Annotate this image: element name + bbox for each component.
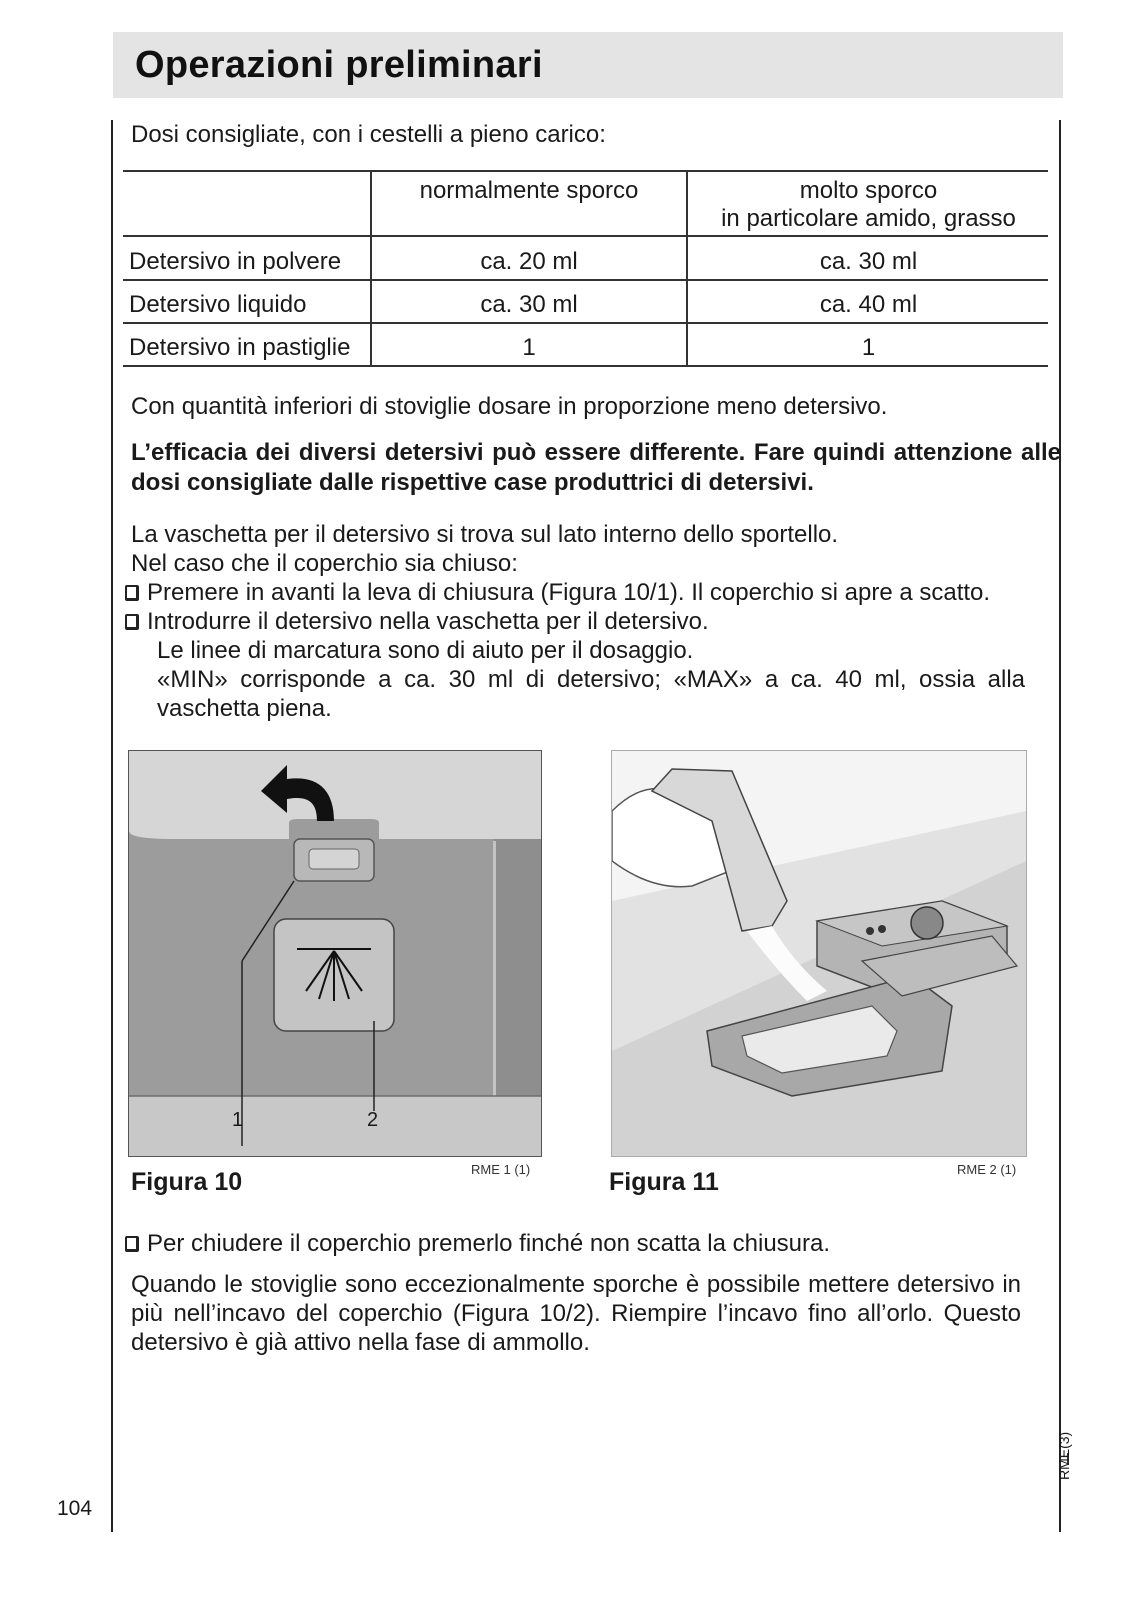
callout-2: 2 (367, 1109, 379, 1131)
side-code: RME(3) (1056, 1431, 1072, 1480)
checkbox-bullet-icon (125, 1236, 139, 1252)
cell-liquid-heavy: ca. 40 ml (819, 291, 918, 318)
table-rule (123, 322, 1048, 324)
row-label-tablets: Detersivo in pastiglie (129, 334, 351, 361)
cell-powder-normal: ca. 20 ml (480, 248, 578, 275)
step-open-lid-text: Premere in avanti la leva di chiusura (Figura 10/1). Il coperchio si apre a scatto. (147, 579, 991, 606)
row-label-powder: Detersivo in polvere (129, 248, 342, 275)
cell-powder-heavy: ca. 30 ml (819, 248, 918, 275)
instruction-line-2: Nel caso che il coperchio sia chiuso: (131, 550, 518, 577)
page-title: Operazioni preliminari (135, 44, 543, 86)
extra-detergent-text: Quando le stoviglie sono eccezionalmente sporche è possibile mettere detersivo in più nell’incavo del coperchio (Figura 10/2). Riempire l’incavo fino all’orlo. Questo detersivo è già attivo nella fase di ammollo. (131, 1271, 1021, 1356)
page-number: 104 (57, 1497, 93, 1520)
column-header-heavy-sub: in particolare amido, grasso (721, 205, 1016, 232)
table-rule (123, 170, 1048, 172)
figure-10-illustration (128, 750, 542, 1157)
table-rule (123, 235, 1048, 237)
detergent-pouring-drawing (612, 751, 1026, 1156)
table-rule (123, 365, 1048, 367)
instruction-line-1: La vaschetta per il detersivo si trova sul lato interno dello sportello. (131, 521, 839, 548)
reduced-load-text: Con quantità inferiori di stoviglie dosare in proporzione meno detersivo. (131, 393, 888, 420)
cell-tablets-normal: 1 (522, 334, 536, 361)
row-label-liquid: Detersivo liquido (129, 291, 307, 318)
intro-text: Dosi consigliate, con i cestelli a pieno carico: (131, 121, 606, 148)
figure-11-illustration (611, 750, 1027, 1157)
table-column-rule (686, 170, 688, 365)
dosage-table (123, 170, 1048, 377)
step-close-lid-text: Per chiudere il coperchio premerlo finché non scatta la chiusura. (147, 1230, 831, 1257)
cell-tablets-heavy: 1 (861, 334, 876, 361)
figure-11-code: RME 2 (1) (957, 1162, 1017, 1177)
checkbox-bullet-icon (125, 585, 139, 601)
callout-1: 1 (232, 1109, 244, 1131)
step-fill-detergent (125, 607, 709, 636)
figure-10-caption: Figura 10 (131, 1168, 243, 1196)
min-max-note: «MIN» corrisponde a ca. 30 ml di detersivo; «MAX» a ca. 40 ml, ossia alla vaschetta piena. (157, 666, 1025, 722)
table-rule (123, 279, 1048, 281)
cell-liquid-normal: ca. 30 ml (480, 291, 578, 318)
marking-lines-note: Le linee di marcatura sono di aiuto per il dosaggio. (157, 637, 694, 664)
warning-text: L’efficacia dei diversi detersivi può essere differente. Fare quindi attenzione alle dosi consigliate dalle rispettive case produttrici di detersivi. (131, 439, 1061, 496)
dispenser-lid-drawing (129, 751, 541, 1156)
figure-11-caption: Figura 11 (609, 1168, 719, 1196)
right-margin-rule (1059, 120, 1061, 1532)
column-header-normal: normalmente sporco (419, 177, 639, 204)
step-fill-detergent-text: Introdurre il detersivo nella vaschetta per il detersivo. (147, 608, 709, 635)
figure-10-code: RME 1 (1) (471, 1162, 531, 1177)
step-close-lid (125, 1229, 830, 1258)
checkbox-bullet-icon (125, 614, 139, 630)
step-open-lid (125, 578, 990, 607)
column-header-heavy: molto sporco (799, 177, 938, 204)
left-margin-rule (111, 120, 113, 1532)
